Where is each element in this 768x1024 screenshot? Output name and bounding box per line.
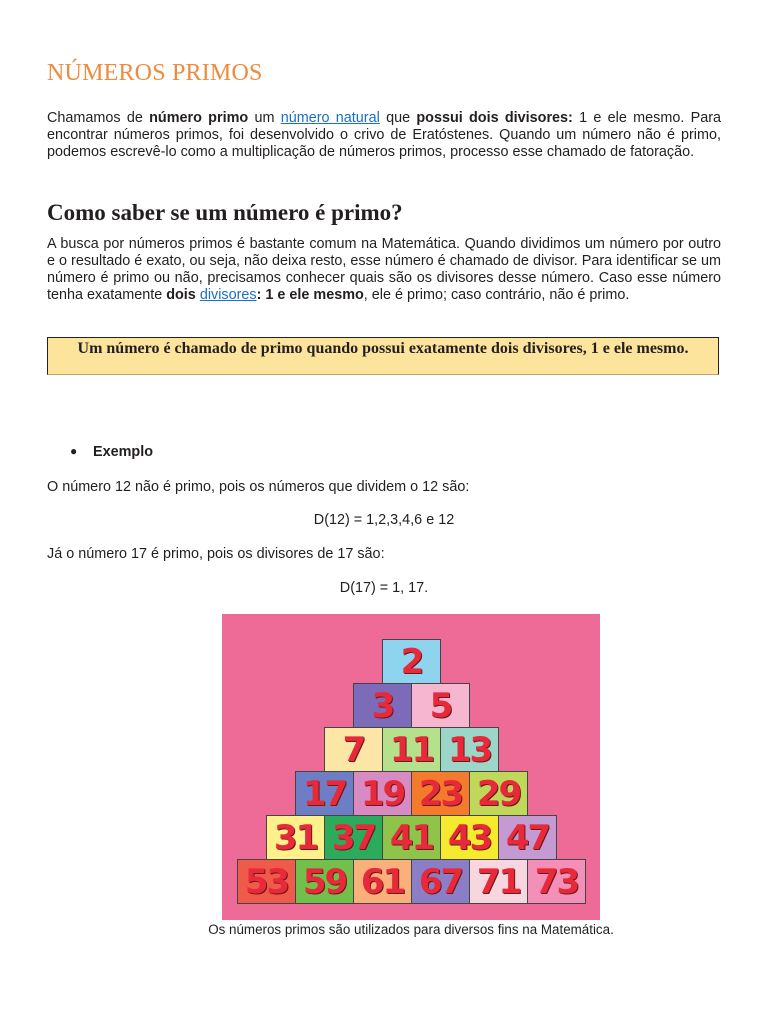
- prime-brick-2: 2: [382, 639, 441, 684]
- prime-brick-61: 61: [353, 859, 412, 904]
- bullet-dot-icon: ●: [70, 444, 78, 458]
- prime-brick-23: 23: [411, 771, 470, 816]
- prime-brick-17: 17: [295, 771, 354, 816]
- intro-paragraph: Chamamos de número primo um número natural que possui dois divisores: 1 e ele mesmo. Para encontrar números primos, foi desenvolvido o crivo de Eratóstenes. Quando um número não é primo, podemos escrevê-lo como a multiplicação de números primos, processo esse chamado de fatoração.: [47, 110, 722, 160]
- prime-brick-7: 7: [324, 727, 383, 772]
- divisors-link[interactable]: divisores: [199, 287, 257, 303]
- image-caption: Os números primos são utilizados para diversos fins na Matemática.: [208, 922, 614, 937]
- prime-brick-43: 43: [440, 815, 499, 860]
- prime-brick-29: 29: [469, 771, 528, 816]
- section-paragraph: A busca por números primos é bastante comum na Matemática. Quando dividimos um número por outro e o resultado é exato, ou seja, não deixa resto, esse número é chamado de divisor. Para identificar se um número é primo ou não, precisamos conhecer quais são os divisores desse número. Caso esse número tenha exatamente dois divisores: 1 e ele mesmo, ele é primo; caso contrário, não é primo.: [47, 236, 721, 303]
- prime-brick-73: 73: [527, 859, 586, 904]
- prime-brick-59: 59: [295, 859, 354, 904]
- prime-brick-19: 19: [353, 771, 412, 816]
- prime-brick-67: 67: [411, 859, 470, 904]
- prime-pyramid-image: [222, 614, 600, 920]
- example-12-divisors: D(12) = 1,2,3,4,6 e 12: [313, 512, 455, 528]
- prime-brick-3: 3: [353, 683, 412, 728]
- natural-number-link[interactable]: número natural: [280, 110, 380, 126]
- section-title: Como saber se um número é primo?: [47, 200, 403, 225]
- page-title: NÚMEROS PRIMOS: [47, 60, 263, 86]
- prime-brick-11: 11: [382, 727, 441, 772]
- prime-brick-53: 53: [237, 859, 296, 904]
- prime-brick-5: 5: [411, 683, 470, 728]
- prime-brick-47: 47: [498, 815, 557, 860]
- example-label: Exemplo: [93, 444, 153, 460]
- prime-brick-13: 13: [440, 727, 499, 772]
- definition-callout: Um número é chamado de primo quando possui exatamente dois divisores, 1 e ele mesmo.: [47, 337, 719, 375]
- prime-brick-37: 37: [324, 815, 383, 860]
- example-12-text: O número 12 não é primo, pois os números que dividem o 12 são:: [47, 479, 470, 495]
- example-17-divisors: D(17) = 1, 17.: [339, 580, 429, 596]
- prime-brick-31: 31: [266, 815, 325, 860]
- prime-brick-41: 41: [382, 815, 441, 860]
- example-17-text: Já o número 17 é primo, pois os divisores de 17 são:: [47, 546, 385, 562]
- prime-brick-71: 71: [469, 859, 528, 904]
